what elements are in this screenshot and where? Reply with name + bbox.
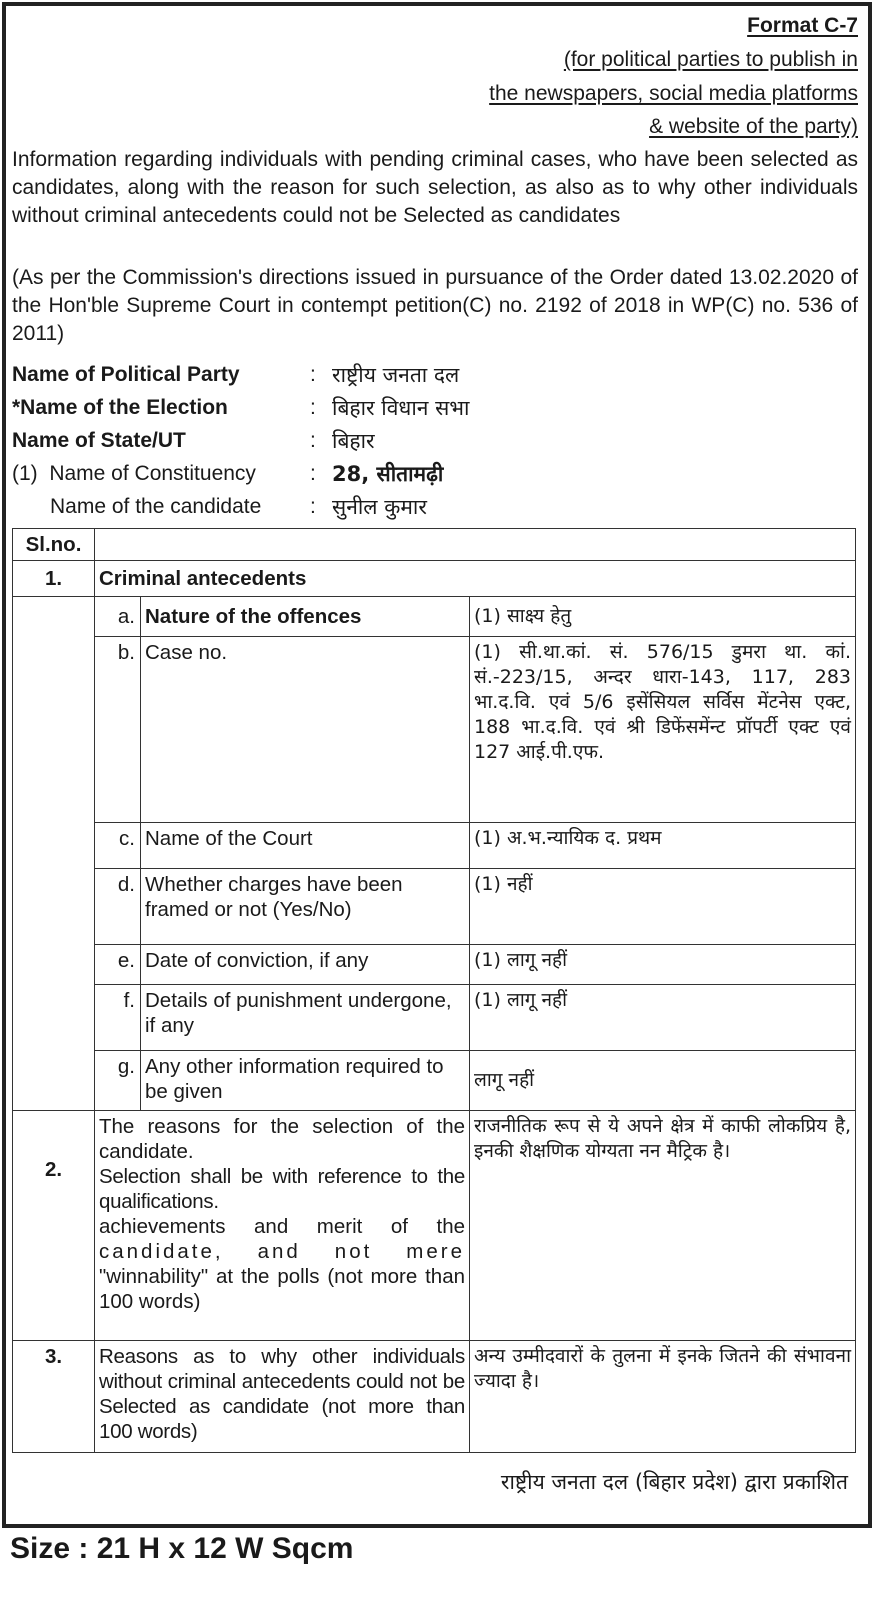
section-title: Criminal antecedents	[95, 561, 856, 597]
section-3-row	[13, 1341, 856, 1453]
format-title: Format C-7	[747, 14, 858, 37]
question-line: "winnability" at the polls (not more than 100 words)	[99, 1265, 465, 1313]
row-letter: e.	[95, 945, 141, 985]
meta-state	[12, 424, 858, 457]
header-empty-cell	[95, 529, 856, 561]
row-answer: (1) नहीं	[470, 869, 856, 945]
candidate-meta	[12, 358, 858, 523]
section-3-answer: अन्य उम्मीदवारों के तुलना में इनके जितने की संभावना ज्यादा है।	[470, 1341, 856, 1453]
meta-value: सुनील कुमार	[332, 494, 427, 519]
row-letter: c.	[95, 823, 141, 869]
table-row	[13, 1051, 856, 1111]
section-number: 3.	[13, 1341, 95, 1453]
meta-election	[12, 391, 858, 424]
meta-candidate	[12, 490, 858, 523]
table-row	[13, 945, 856, 985]
question-line: achievements and merit of the	[99, 1215, 465, 1238]
row-question: Any other information required to be given	[141, 1051, 470, 1111]
ad-size: Size : 21 H x 12 W Sqcm	[10, 1532, 354, 1565]
section-number: 2.	[13, 1111, 95, 1341]
table-row	[13, 869, 856, 945]
row-letter: f.	[95, 985, 141, 1051]
section-2-row	[13, 1111, 856, 1341]
section-2-answer: राजनीतिक रूप से ये अपने क्षेत्र में काफी लोकप्रिय है, इनकी शैक्षणिक योग्यता नन मैट्रिक है।	[470, 1111, 856, 1341]
header-line-3: & website of the party)	[649, 115, 858, 138]
row-answer: (1) लागू नहीं	[470, 945, 856, 985]
row-answer: (1) अ.भ.न्यायिक द. प्रथम	[470, 823, 856, 869]
section-3-question: Reasons as to why other individuals without criminal antecedents could not be Selected as candidate (not more than 100 words)	[95, 1341, 470, 1453]
row-question: Case no.	[141, 637, 470, 823]
section-1-spacer	[13, 597, 95, 1111]
table-row	[13, 823, 856, 869]
meta-colon: :	[310, 395, 316, 419]
row-answer: (1) सी.था.कां. सं. 576/15 डुमरा था. कां. सं.-223/15, अन्दर धारा-143, 117, 283 भा.द.वि. एवं 5/6 इसेंसियल सर्विस मेंटनेस एक्ट, 188 भा.द.वि. एवं श्री डिफेंसमेंन्ट प्रॉपर्टी एक्ट एवं 127 आई.पी.एफ.	[470, 637, 856, 823]
criminal-antecedents-table	[12, 528, 856, 1453]
row-answer: (1) साक्ष्य हेतु	[470, 597, 856, 637]
meta-label: *Name of the Election	[12, 395, 228, 419]
table-header-row	[13, 529, 856, 561]
meta-label: Name of Political Party	[12, 362, 240, 386]
slno-header: Sl.no.	[13, 529, 95, 561]
meta-value: राष्ट्रीय जनता दल	[332, 362, 460, 387]
meta-colon: :	[310, 428, 316, 452]
meta-party	[12, 358, 858, 391]
row-letter: g.	[95, 1051, 141, 1111]
meta-label: (1) Name of Constituency	[12, 461, 256, 485]
section-1-row	[13, 561, 856, 597]
table-row	[13, 597, 856, 637]
section-number: 1.	[13, 561, 95, 597]
meta-constituency	[12, 457, 858, 490]
meta-label: Name of State/UT	[12, 428, 186, 452]
table-row	[13, 985, 856, 1051]
row-answer: (1) लागू नहीं	[470, 985, 856, 1051]
row-question: Name of the Court	[141, 823, 470, 869]
meta-colon: :	[310, 494, 316, 518]
row-letter: d.	[95, 869, 141, 945]
meta-label: Name of the candidate	[50, 494, 262, 518]
intro-paragraph: Information regarding individuals with pending criminal cases, who have been selected as candidates, along with the reason for such selection, as also as to why other individuals without criminal antecedents could not be Selected as candidates	[12, 148, 858, 227]
meta-colon: :	[310, 461, 316, 485]
meta-value: 28, सीतामढ़ी	[332, 461, 444, 486]
row-question: Date of conviction, if any	[141, 945, 470, 985]
row-letter: a.	[95, 597, 141, 637]
question-line: candidate, and not mere	[99, 1240, 465, 1263]
row-letter: b.	[95, 637, 141, 823]
row-question: Whether charges have been framed or not (Yes/No)	[141, 869, 470, 945]
published-by: राष्ट्रीय जनता दल (बिहार प्रदेश) द्वारा प्रकाशित	[500, 1470, 848, 1494]
question-line: Selection shall be with reference to the qualifications.	[99, 1165, 465, 1213]
meta-value: बिहार	[332, 428, 375, 453]
row-question: Nature of the offences	[141, 597, 470, 637]
meta-value: बिहार विधान सभा	[332, 395, 470, 420]
commission-directions: (As per the Commission's directions issued in pursuance of the Order dated 13.02.2020 of the Hon'ble Supreme Court in contempt petition(C) no. 2192 of 2018 in WP(C) no. 536 of 2011)	[12, 266, 858, 345]
row-answer: लागू नहीं	[470, 1051, 856, 1111]
row-question: Details of punishment undergone, if any	[141, 985, 470, 1051]
question-line: The reasons for the selection of the candidate.	[99, 1115, 465, 1163]
table-row	[13, 637, 856, 823]
meta-colon: :	[310, 362, 316, 386]
header-line-2: the newspapers, social media platforms	[489, 82, 858, 105]
section-2-question	[95, 1111, 470, 1341]
header-line-1: (for political parties to publish in	[563, 48, 858, 71]
